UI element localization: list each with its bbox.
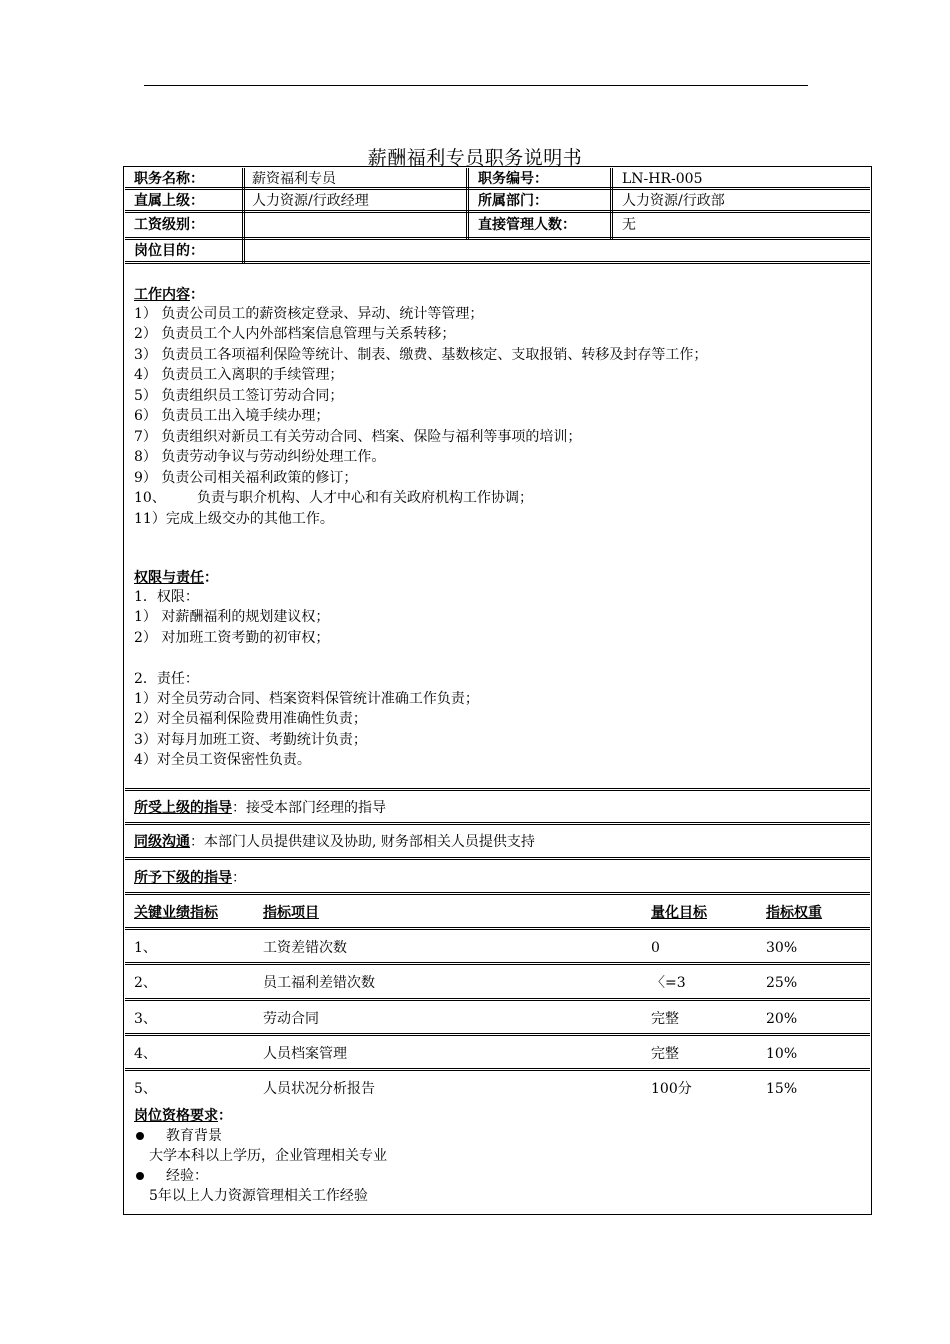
job-code-value: LN-HR-005 xyxy=(622,171,703,187)
kpi-row-item: 劳动合同 xyxy=(263,1011,319,1027)
duty-item: 4） 负责员工入离职的手续管理； xyxy=(134,367,344,383)
row-divider xyxy=(125,788,870,791)
row-divider xyxy=(125,1068,870,1071)
duty-item: 11）完成上级交办的其他工作。 xyxy=(134,511,334,527)
row-divider xyxy=(125,927,870,930)
dept-label: 所属部门： xyxy=(478,193,548,209)
row-divider xyxy=(125,892,870,895)
job-code-label: 职务编号： xyxy=(478,171,548,187)
education-value: 大学本科以上学历，企业管理相关专业 xyxy=(149,1148,387,1164)
row-divider xyxy=(125,998,870,1001)
peer-communication-label: 同级沟通 xyxy=(134,834,190,850)
dept-value: 人力资源/行政部 xyxy=(622,193,725,209)
col-divider xyxy=(242,168,245,264)
row-divider xyxy=(125,857,870,860)
duty-item: 1） 负责公司员工的薪资核定登录、异动、统计等管理； xyxy=(134,306,484,322)
job-name-label: 职务名称： xyxy=(134,171,204,187)
subordinate-guidance xyxy=(134,868,246,888)
duty-item: 6） 负责员工出入境手续办理； xyxy=(134,408,330,424)
authority-heading-text: 权限与责任 xyxy=(134,570,204,586)
kpi-row-item: 员工福利差错次数 xyxy=(263,975,375,991)
duty-item: 8） 负责劳动争议与劳动纠纷处理工作。 xyxy=(134,449,386,465)
kpi-row-weight: 10% xyxy=(766,1046,798,1062)
responsibility-item: 2）对全员福利保险费用准确性负责； xyxy=(134,711,367,727)
row-divider xyxy=(125,822,870,825)
duty-item: 10、 负责与职介机构、人才中心和有关政府机构工作协调； xyxy=(134,490,533,506)
duty-item: 5） 负责组织员工签订劳动合同； xyxy=(134,388,344,404)
kpi-row-weight: 25% xyxy=(766,975,798,991)
kpi-row-target: 完整 xyxy=(651,1046,679,1062)
subordinates-label: 直接管理人数： xyxy=(478,217,576,233)
duty-item: 2） 负责员工个人内外部档案信息管理与关系转移； xyxy=(134,326,456,342)
peer-communication-value: ：本部门人员提供建议及协助, 财务部相关人员提供支持 xyxy=(190,834,535,850)
kpi-row-item: 人员状况分析报告 xyxy=(263,1081,375,1097)
duty-item: 9） 负责公司相关福利政策的修订； xyxy=(134,470,358,486)
kpi-row-item: 工资差错次数 xyxy=(263,940,347,956)
duty-title: 2．责任： xyxy=(134,671,199,687)
subordinate-guidance-label: 所予下级的指导 xyxy=(134,870,232,886)
bullet-icon xyxy=(136,1132,144,1140)
kpi-row-no: 2、 xyxy=(134,975,157,991)
kpi-row-no: 5、 xyxy=(134,1081,157,1097)
qualification-heading-colon: ： xyxy=(218,1108,232,1124)
superior-guidance xyxy=(134,798,386,818)
kpi-row-weight: 15% xyxy=(766,1081,798,1097)
kpi-row-target: 〈=3 xyxy=(651,975,686,991)
document-title: 薪酬福利专员职务说明书 xyxy=(367,147,583,169)
responsibility-item: 4）对全员工资保密性负责。 xyxy=(134,752,311,768)
job-name-value: 薪资福利专员 xyxy=(252,171,336,187)
row-divider xyxy=(125,261,870,264)
bullet-icon xyxy=(136,1172,144,1180)
power-item: 2） 对加班工资考勤的初审权； xyxy=(134,630,330,646)
kpi-row-target: 完整 xyxy=(651,1011,679,1027)
purpose-label: 岗位目的： xyxy=(134,243,204,259)
subordinates-value: 无 xyxy=(622,217,636,233)
kpi-row-target: 100分 xyxy=(651,1081,692,1097)
kpi-row-target: 0 xyxy=(651,940,660,956)
kpi-row-no: 3、 xyxy=(134,1011,157,1027)
education-label: 教育背景 xyxy=(166,1128,222,1144)
responsibility-item: 1）对全员劳动合同、档案资料保管统计准确工作负责； xyxy=(134,691,479,707)
experience-value: 5年以上人力资源管理相关工作经验 xyxy=(149,1188,368,1204)
qualification-heading-text: 岗位资格要求 xyxy=(134,1108,218,1124)
top-rule xyxy=(144,85,808,86)
kpi-row-item: 人员档案管理 xyxy=(263,1046,347,1062)
peer-communication xyxy=(134,832,535,852)
kpi-header-weight: 指标权重 xyxy=(766,905,822,921)
grade-label: 工资级别： xyxy=(134,217,204,233)
kpi-row-no: 4、 xyxy=(134,1046,157,1062)
qualification-heading xyxy=(134,1106,232,1126)
superior-guidance-value: ：接受本部门经理的指导 xyxy=(232,800,386,816)
row-divider xyxy=(125,962,870,965)
col-divider xyxy=(610,168,613,240)
superior-label: 直属上级： xyxy=(134,193,204,209)
kpi-row-no: 1、 xyxy=(134,940,157,956)
experience-label: 经验： xyxy=(166,1168,208,1184)
duties-heading-text: 工作内容 xyxy=(134,287,190,303)
power-title: 1．权限： xyxy=(134,589,199,605)
kpi-header-target: 量化目标 xyxy=(651,905,707,921)
kpi-row-weight: 30% xyxy=(766,940,798,956)
power-item: 1） 对薪酬福利的规划建议权； xyxy=(134,609,330,625)
duty-item: 3） 负责员工各项福利保险等统计、制表、缴费、基数核定、支取报销、转移及封存等工作； xyxy=(134,347,708,363)
row-divider xyxy=(125,237,870,240)
kpi-header-indicator: 关键业绩指标 xyxy=(134,905,218,921)
kpi-header-item: 指标项目 xyxy=(263,905,319,921)
responsibility-item: 3）对每月加班工资、考勤统计负责； xyxy=(134,732,367,748)
education-label-row xyxy=(134,1126,222,1146)
superior-value: 人力资源/行政经理 xyxy=(252,193,369,209)
experience-label-row xyxy=(134,1166,208,1186)
duties-heading: 工作内容： xyxy=(134,287,204,303)
row-divider xyxy=(125,1033,870,1036)
superior-guidance-label: 所受上级的指导 xyxy=(134,800,232,816)
subordinate-guidance-value: ： xyxy=(232,870,246,886)
kpi-row-weight: 20% xyxy=(766,1011,798,1027)
col-divider xyxy=(466,168,469,240)
duty-item: 7） 负责组织对新员工有关劳动合同、档案、保险与福利等事项的培训； xyxy=(134,429,582,445)
authority-heading: 权限与责任： xyxy=(134,570,218,586)
